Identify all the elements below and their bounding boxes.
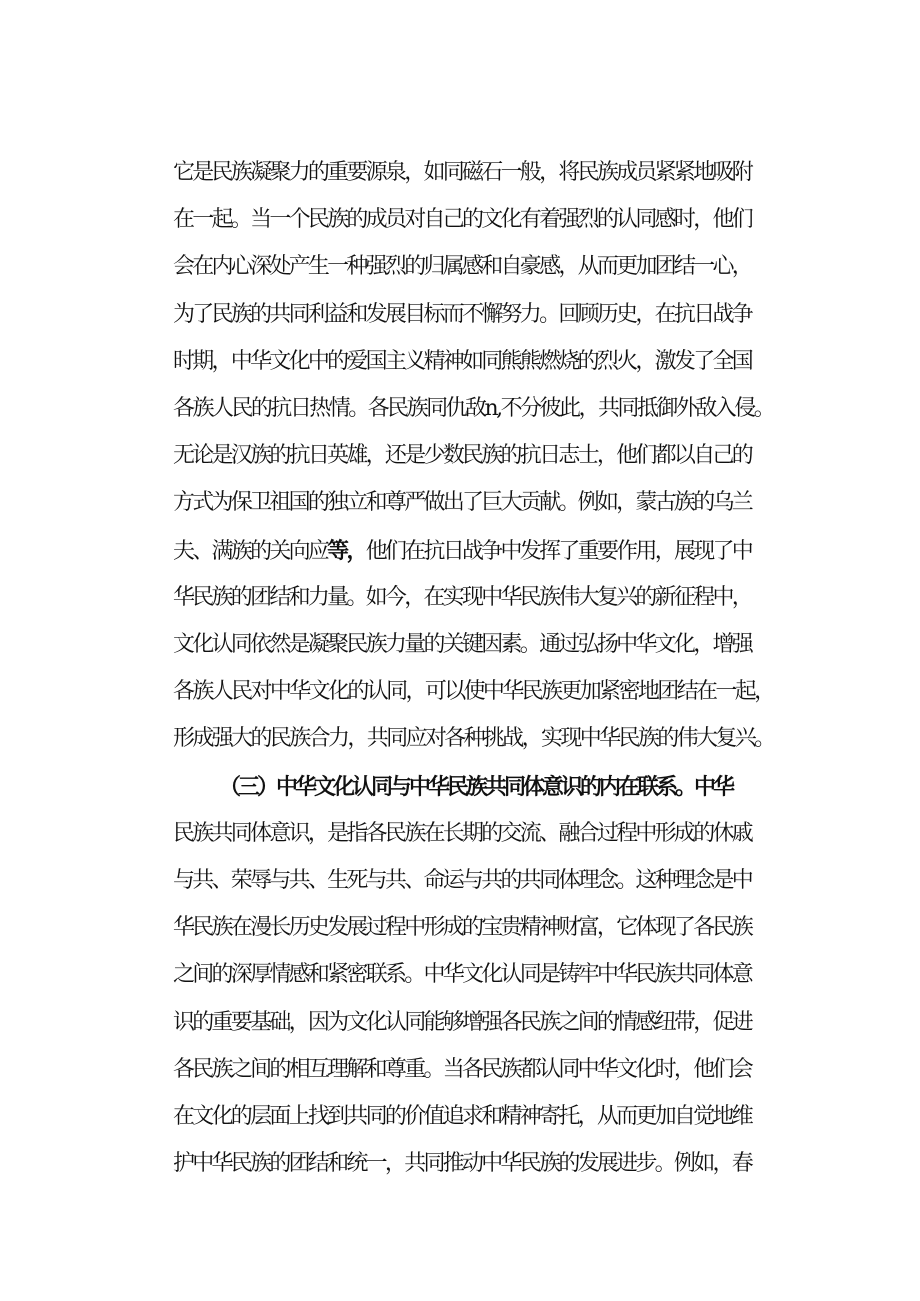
text-run: 在一起。当一个民族的成员对自己的文化有着强烈的认同感时，他们 <box>173 207 752 233</box>
text-run: 与共、荣辱与共、生死与共、命运与共的共同体理念。这种理念是中 <box>173 868 752 893</box>
text-run: 方式为保卫祖国的独立和尊严做出了巨大贡献。例如，蒙古族的乌兰 <box>173 490 752 516</box>
text-line <box>0 1100 920 1134</box>
text-line <box>0 864 920 898</box>
text-line <box>0 675 920 709</box>
text-line <box>0 298 920 332</box>
text-line <box>0 203 920 237</box>
text-run: 形成强大的民族合力，共同应对各种挑战，实现中华民族的伟大复兴。 <box>173 726 774 752</box>
text-run: 华民族在漫长历史发展过程中形成的宝贵精神财富，它体现了各民族 <box>173 915 752 941</box>
text-line <box>0 486 920 520</box>
text-line <box>0 817 920 851</box>
text-line <box>0 250 920 284</box>
text-run: 各族人民的抗日热情。各民族同仇敌n,不分彼此，共同抵御外敌入侵。 <box>173 396 774 421</box>
text-line <box>0 722 920 756</box>
text-run: 为了民族的共同利益和发展目标而不懈努力。回顾历史，在抗日战争 <box>173 301 752 327</box>
text-run: 它是民族凝聚力的重要源泉，如同磁石一般，将民族成员紧紧地吸附 <box>173 160 752 185</box>
text-line <box>0 958 920 992</box>
text-run: 民族共同体意识，是指各民族在长期的交流、融合过程中形成的休戚 <box>173 820 752 846</box>
text-line <box>0 534 920 568</box>
text-run: 文化认同依然是凝聚民族力量的关键因素。通过弘扬中华文化，增强 <box>173 632 752 657</box>
text-line <box>0 1053 920 1087</box>
text-line <box>0 392 920 426</box>
text-line <box>0 628 920 662</box>
text-line <box>0 1147 920 1181</box>
text-line <box>0 345 920 379</box>
text-run: 护中华民族的团结和统一，共同推动中华民族的发展进步。例如，春 <box>173 1151 752 1177</box>
text-line <box>0 911 920 945</box>
text-line <box>0 770 920 804</box>
text-run: 无论是汉族的抗日英雄，还是少数民族的抗日志士，他们都以自己的 <box>173 443 752 469</box>
text-run: 他们在抗日战争中发挥了重要作用，展现了中 <box>365 538 752 564</box>
text-line <box>0 1006 920 1040</box>
text-run: 在文化的层面上找到共同的价值追求和精神寄托，从而更加自觉地维 <box>173 1104 752 1129</box>
text-run: 会在内心深处产生一种强烈的归属感和自豪感，从而更加团结一心， <box>173 254 752 280</box>
text-run: （三）中华文化认同与中华民族共同体意识的内在联系。中华 <box>219 773 733 800</box>
text-run: 时期，中华文化中的爱国主义精神如同熊熊燃烧的烈火，激发了全国 <box>173 348 752 374</box>
text-run: 各民族之间的相互理解和尊重。当各民族都认同中华文化时，他们会 <box>173 1056 752 1082</box>
text-run: 等， <box>327 537 366 564</box>
text-run: 华民族的团结和力量。如今，在实现中华民族伟大复兴的新征程中， <box>173 584 752 610</box>
text-line <box>0 156 920 190</box>
text-run: 各族人民对中华文化的认同，可以使中华民族更加紧密地团结在一起， <box>173 679 774 705</box>
text-run: 之间的深厚情感和紧密联系。中华文化认同是铸牢中华民族共同体意 <box>173 962 752 988</box>
text-run: 夫、满族的关向应 <box>173 538 328 564</box>
text-line <box>0 581 920 615</box>
text-line <box>0 439 920 473</box>
text-run: 识的重要基础，因为文化认同能够增强各民族之间的情感纽带，促进 <box>173 1009 752 1035</box>
